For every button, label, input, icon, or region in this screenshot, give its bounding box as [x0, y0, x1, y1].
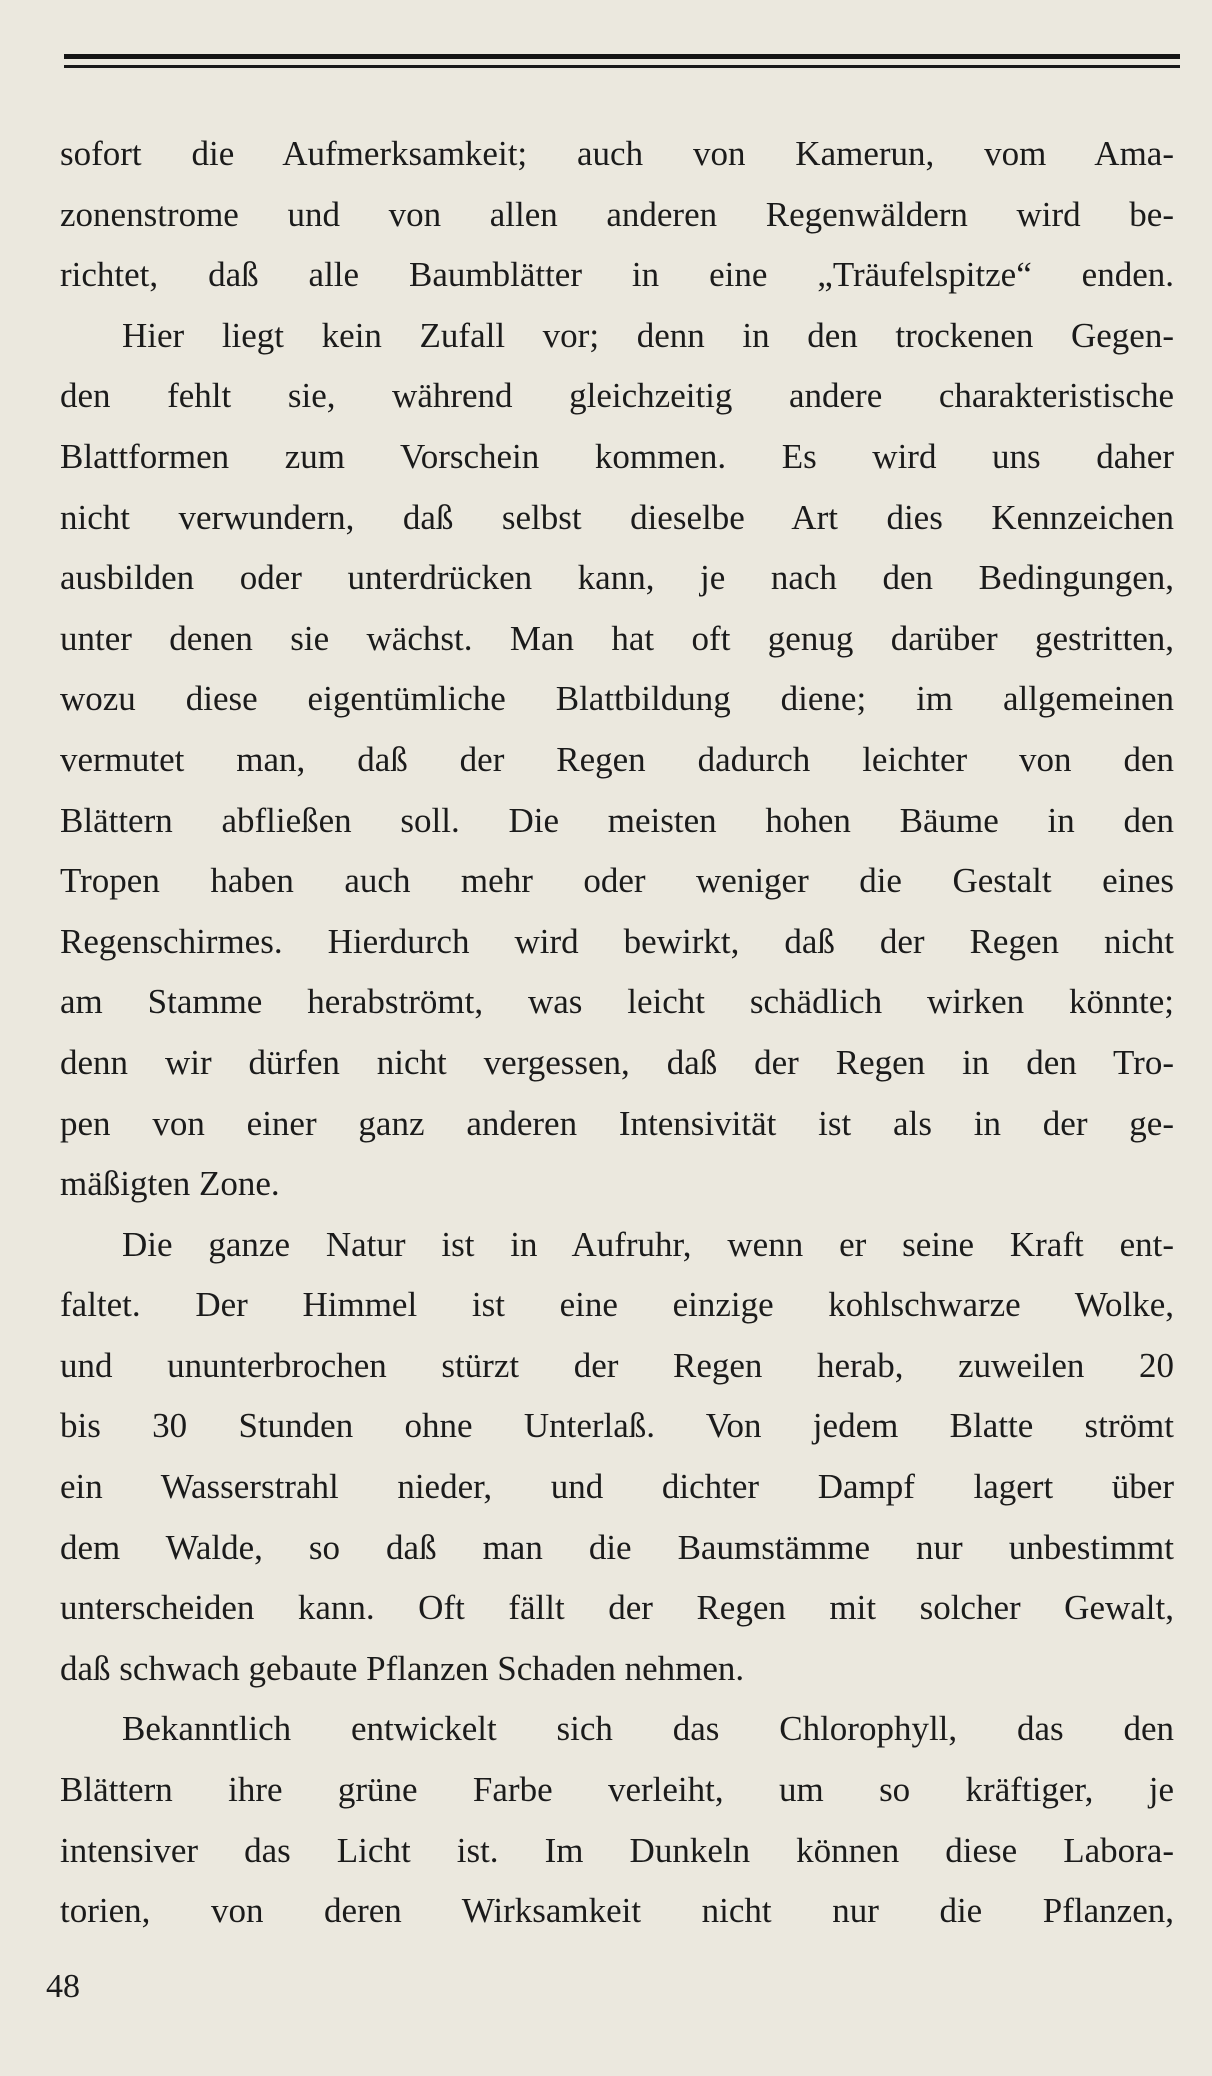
body-text: [60, 124, 1174, 1942]
text-line: wozu diese eigentümliche Blattbildung diene; im allgemeinen: [60, 679, 1174, 719]
header-rule-thin: [64, 65, 1180, 68]
text-line: Blättern ihre grüne Farbe verleiht, um so kräftiger, je: [60, 1770, 1174, 1810]
text-line: torien, von deren Wirksamkeit nicht nur die Pflanzen,: [60, 1891, 1174, 1931]
text-line: bis 30 Stunden ohne Unterlaß. Von jedem Blatte strömt: [60, 1406, 1174, 1446]
text-line: Hier liegt kein Zufall vor; denn in den trockenen Gegen-: [122, 315, 1174, 355]
text-line: unterscheiden kann. Oft fällt der Regen mit solcher Gewalt,: [60, 1588, 1174, 1628]
text-line: nicht verwundern, daß selbst dieselbe Art dies Kennzeichen: [60, 497, 1174, 537]
text-line: unter denen sie wächst. Man hat oft genug darüber gestritten,: [60, 618, 1174, 658]
text-line: daß schwach gebaute Pflanzen Schaden nehmen.: [60, 1648, 745, 1688]
text-line: Bekanntlich entwickelt sich das Chlorophyll, das den: [122, 1709, 1174, 1749]
text-line: sofort die Aufmerksamkeit; auch von Kamerun, vom Ama-: [60, 134, 1174, 173]
text-line: dem Walde, so daß man die Baumstämme nur unbestimmt: [60, 1527, 1174, 1567]
text-line: am Stamme herabströmt, was leicht schädlich wirken könnte;: [60, 982, 1174, 1022]
text-line: Die ganze Natur ist in Aufruhr, wenn er seine Kraft ent-: [122, 1224, 1174, 1264]
text-line: richtet, daß alle Baumblätter in eine „Träufelspitze“ enden.: [60, 255, 1174, 295]
text-line: Blattformen zum Vorschein kommen. Es wird uns daher: [60, 436, 1174, 476]
text-line: vermutet man, daß der Regen dadurch leichter von den: [60, 739, 1174, 779]
text-line: zonenstrome und von allen anderen Regenwäldern wird be-: [60, 194, 1174, 234]
text-line: pen von einer ganz anderen Intensivität ist als in der ge-: [60, 1103, 1174, 1143]
text-line: Blättern abfließen soll. Die meisten hohen Bäume in den: [60, 800, 1174, 840]
header-rules: [64, 54, 1180, 68]
text-line: den fehlt sie, während gleichzeitig andere charakteristische: [60, 376, 1174, 416]
text-line: denn wir dürfen nicht vergessen, daß der Regen in den Tro-: [60, 1042, 1174, 1082]
text-line: faltet. Der Himmel ist eine einzige kohlschwarze Wolke,: [60, 1285, 1174, 1325]
text-line: ausbilden oder unterdrücken kann, je nach den Bedingungen,: [60, 558, 1174, 598]
text-line: Regenschirmes. Hierdurch wird bewirkt, daß der Regen nicht: [60, 921, 1174, 961]
text-line: Tropen haben auch mehr oder weniger die Gestalt eines: [60, 861, 1174, 901]
text-line: mäßigten Zone.: [60, 1164, 280, 1204]
text-line: und ununterbrochen stürzt der Regen herab, zuweilen 20: [60, 1345, 1174, 1385]
page-number: 48: [46, 1968, 80, 2005]
text-line: ein Wasserstrahl nieder, und dichter Dampf lagert über: [60, 1467, 1174, 1507]
header-rule-thick: [64, 54, 1180, 59]
text-line: intensiver das Licht ist. Im Dunkeln können diese Labora-: [60, 1830, 1174, 1870]
